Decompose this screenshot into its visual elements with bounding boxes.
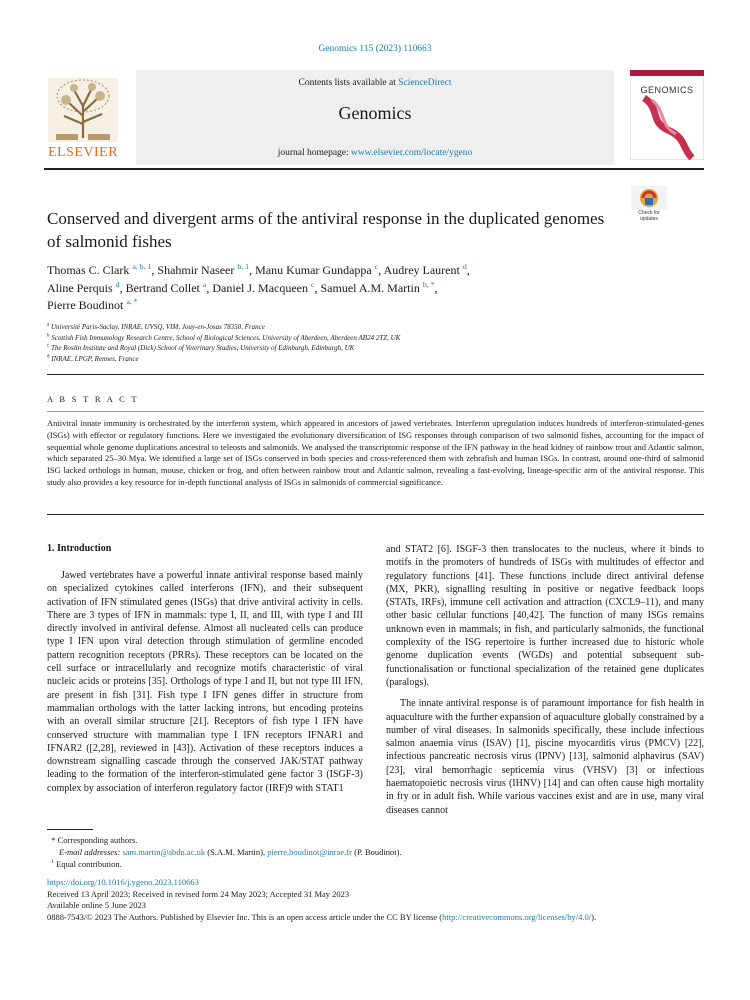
- article-title: Conserved and divergent arms of the antiviral response in the duplicated genomes of salmonid fishes: [47, 209, 605, 251]
- affiliation-text: The Roslin Institute and Royal (Dick) School of Veterinary Studies, University of Edinburgh, Edinburgh, UK: [50, 344, 355, 352]
- author[interactable]: [384, 263, 470, 277]
- author[interactable]: [212, 281, 320, 295]
- author-affiliation-marker[interactable]: c: [311, 279, 315, 289]
- author-name: Samuel A.M. Martin: [320, 280, 420, 295]
- author-name: Audrey Laurent: [383, 263, 460, 277]
- author-list: [47, 262, 607, 315]
- author-separator: ,: [466, 263, 470, 277]
- author-separator: ,: [206, 280, 213, 295]
- author-affiliation-marker[interactable]: a: [202, 279, 207, 289]
- check-updates-icon: [631, 186, 667, 210]
- affiliation-text: INRAE, LPGP, Rennes, France: [51, 354, 139, 363]
- affiliation-item: [47, 343, 400, 354]
- author-affiliation-marker[interactable]: c: [374, 262, 379, 271]
- check-updates-label: Check for updates: [638, 210, 660, 222]
- affiliation-text: Scottish Fish Immunology Research Centre, School of Biological Sciences, University of Aberdeen, Aberdeen AB24 2TZ, UK: [51, 333, 401, 342]
- author[interactable]: [47, 263, 157, 277]
- intro-paragraph-2: The innate antiviral response is of paramount importance for fish health in aquaculture with the further expansion of aquaculture globally constrained by a number of viral diseases. In salmonids specifically, these include infectious salmon anaemia virus (ISAV) [1], piscine myocarditis virus (PMCV) [22], infectious pancreatic necrosis virus (IPNV) [13], salmonid alphavirus (SAV) [23], viral hemorrhagic septicemia virus (VHSV) [3] or infectious haematopoietic necrosis virus (IHNV) [14] and can often cause high mortality in fry or in adult fish. While various vaccines exist and are in use, many viral diseases cannot: [386, 698, 704, 816]
- author-separator: ,: [249, 263, 256, 277]
- author-name: Pierre Boudinot: [47, 298, 124, 312]
- contents-prefix: Contents lists available at: [298, 78, 396, 88]
- author-name: Bertrand Collet: [125, 280, 200, 295]
- check-for-updates-badge[interactable]: [631, 186, 667, 224]
- affiliation-label: d: [47, 354, 50, 360]
- abstract-heading-rule: [47, 411, 704, 412]
- email-link-martin[interactable]: sam.martin@abdn.ac.uk: [122, 847, 206, 857]
- author-name: Aline Perquis: [47, 280, 113, 295]
- footnotes: [47, 834, 402, 870]
- doi-link[interactable]: https://doi.org/10.1016/j.ygeno.2023.110663: [47, 877, 199, 887]
- available-online: Available online 5 June 2023: [47, 900, 146, 911]
- footnote-corresponding: * Corresponding authors.: [47, 835, 138, 845]
- author-separator: ,: [378, 263, 384, 277]
- column-right: [386, 543, 704, 817]
- email-name-boudinot: (P. Boudinot).: [354, 847, 402, 857]
- affiliation-label: c: [47, 343, 50, 349]
- author-name: Shahmir Naseer: [157, 263, 235, 277]
- author-name: Manu Kumar Gundappa: [255, 263, 372, 277]
- homepage-prefix: journal homepage:: [277, 148, 349, 158]
- abstract-bottom-rule: [47, 514, 704, 515]
- affiliation-item: [47, 322, 400, 333]
- author[interactable]: [255, 263, 383, 277]
- footnote-equal: $^1$ Equal contribution.: [51, 859, 122, 869]
- section-heading-introduction: 1. Introduction: [47, 543, 112, 554]
- journal-name: Genomics: [338, 103, 412, 123]
- journal-reference[interactable]: Genomics 115 (2023) 110663: [318, 44, 432, 54]
- abstract-text: Antiviral innate immunity is orchestrated by the interferon system, which appeared in ancestors of jawed vertebrates. Interferon upregulation induces hundreds of interferon-stimulated-genes (ISGs) with effector or regulatory functions. Here we investigated the evolutionary diversification of ISG responses through comparison of two salmonid fishes, accounting for the impact of sequential whole genome duplications ancestral to teleosts and salmonids. We analysed the transcriptomic response of the IFN pathway in the head kidney of rainbow trout and Atlantic salmon, which separated 25–30 Mya. We identified a large set of ISGs conserved in both species and cross-referenced them with zebrafish and human ISGs. In contrast, around one-third of salmonid ISG lacked orthologs in human, mouse, chicken or frog, and often between rainbow trout and Atlantic salmon, revealing a fast-evolving, lineage-specific arm of the antiviral response. This study also provides a key resource for in-depth functional analysis of ISGs in salmonids of commercial significance.: [47, 418, 704, 487]
- footnote-rule: [47, 829, 93, 830]
- author-name: Daniel J. Macqueen: [212, 280, 309, 295]
- received-dates: Received 13 April 2023; Received in revised form 24 May 2023; Accepted 31 May 2023: [47, 888, 350, 899]
- author-affiliation-marker[interactable]: d: [462, 262, 467, 271]
- article-info-block: [47, 877, 596, 923]
- author[interactable]: [126, 281, 213, 295]
- affiliation-item: [47, 354, 400, 365]
- footnote-emails: [47, 846, 402, 858]
- cover-title: GENOMICS: [640, 85, 694, 95]
- elsevier-logo: [44, 76, 122, 162]
- author-affiliation-marker[interactable]: d: [115, 279, 120, 289]
- license-link[interactable]: http://creativecommons.org/licenses/by/4.0/: [442, 911, 592, 922]
- homepage-line: [136, 148, 614, 158]
- author-separator: ,: [434, 280, 438, 295]
- email-link-boudinot[interactable]: pierre.boudinot@inrae.fr: [267, 847, 352, 857]
- contents-line: [136, 78, 614, 88]
- affiliation-label: b: [47, 333, 50, 339]
- abstract-top-rule: [47, 374, 704, 375]
- affiliation-label: a: [47, 322, 50, 328]
- author-affiliation-marker[interactable]: b, 1: [237, 262, 250, 271]
- author-affiliation-marker[interactable]: b, *: [422, 279, 435, 289]
- corresponding-text: Corresponding authors.: [57, 835, 138, 845]
- author-name: Thomas C. Clark: [47, 263, 130, 277]
- column-left: [47, 569, 363, 795]
- author-separator: ,: [314, 280, 321, 295]
- homepage-link[interactable]: www.elsevier.com/locate/ygeno: [351, 148, 473, 158]
- license-line: [47, 912, 596, 924]
- journal-header: [136, 70, 614, 165]
- header-rule: [44, 168, 704, 170]
- intro-paragraph-1: Jawed vertebrates have a powerful innate antiviral response based mainly on specialized cytokines called interferons (IFN), and their subsequent activation of IFN stimulated genes (ISGs) that drive antiviral activity in cells. There are 3 types of IFN in mammals: type I, II, and III, with type I and III directly involved in antiviral defense. Almost all nucleated cells can produce type I IFN upon viral detection through stimulation of germline encoded pattern recognition receptors (PRRs). These receptors can be located on the cell surface or intracellularly and recognize motifs characteristic of viral nucleic acids or proteins [35]. Orthologs of type I and II, but not type III IFN, are present in fish [31]. Fish type I IFN genes differ in structure from mammalian orthologs with the latter lacking introns, but encoding proteins with an overall similar structure [21]. Receptors of fish type I IFN have conserved structure with mammalian type I IFN receptors IFNAR1 and IFNAR2 ([2,28], reviewed in [43]). Activation of these receptors induces a downstream signalling cascade through the conserved JAK/STAT pathway leading to the formation of the interferon-stimulated gene factor 3 (ISGF-3) complex by association of interferon regulatory factor (IRF)9 with STAT1: [47, 570, 363, 794]
- author[interactable]: [47, 298, 138, 312]
- abstract-heading: A B S T R A C T: [47, 394, 139, 404]
- author[interactable]: [47, 281, 126, 295]
- email-name-martin: (S.A.M. Martin),: [207, 847, 266, 857]
- intro-paragraph-1-continued: and STAT2 [6]. ISGF-3 then translocates to the nucleus, where it binds to motifs in the promoters of hundreds of ISGs with multitudes of effector and regulatory functions [41]. These functions include direct antiviral defense (MX, PKR), signalling resulting in positive or negative feedback loops (STATs, IRFs), immune cell activation and attraction (CXCL9–11), and many other basic cellular functions [40,42]. The function of many ISGs remains unknown even in mammals; in fish, and particularly salmonids, the functional complexity of the ISG repertoire is further increased due to historic whole genome duplication events (WGDs) and potential subsequent sub-functionalisation or functional specialization of the retained gene duplicates (paralogs).: [386, 544, 704, 688]
- author-separator: ,: [151, 263, 158, 277]
- journal-cover: [630, 70, 704, 160]
- author[interactable]: [320, 281, 437, 295]
- author-separator: ,: [119, 280, 126, 295]
- affiliations: [47, 322, 400, 364]
- license-text: 0888-7543/© 2023 The Authors. Published by Elsevier Inc. This is an open access article under the CC BY license (: [47, 911, 443, 922]
- sciencedirect-link[interactable]: ScienceDirect: [398, 78, 452, 88]
- affiliation-item: [47, 333, 400, 344]
- author[interactable]: [157, 263, 255, 277]
- author-affiliation-marker[interactable]: a, *: [126, 297, 138, 306]
- author-affiliation-marker[interactable]: a, b, 1: [132, 262, 152, 271]
- elsevier-wordmark: ELSEVIER: [47, 145, 119, 160]
- affiliation-text: Université Paris-Saclay, INRAE, UVSQ, VIM, Jouy-en-Josas 78350, France: [50, 323, 265, 331]
- equal-contribution-text: Equal contribution.: [56, 859, 122, 869]
- license-suffix: ).: [591, 911, 597, 922]
- email-label: E-mail addresses:: [59, 847, 121, 857]
